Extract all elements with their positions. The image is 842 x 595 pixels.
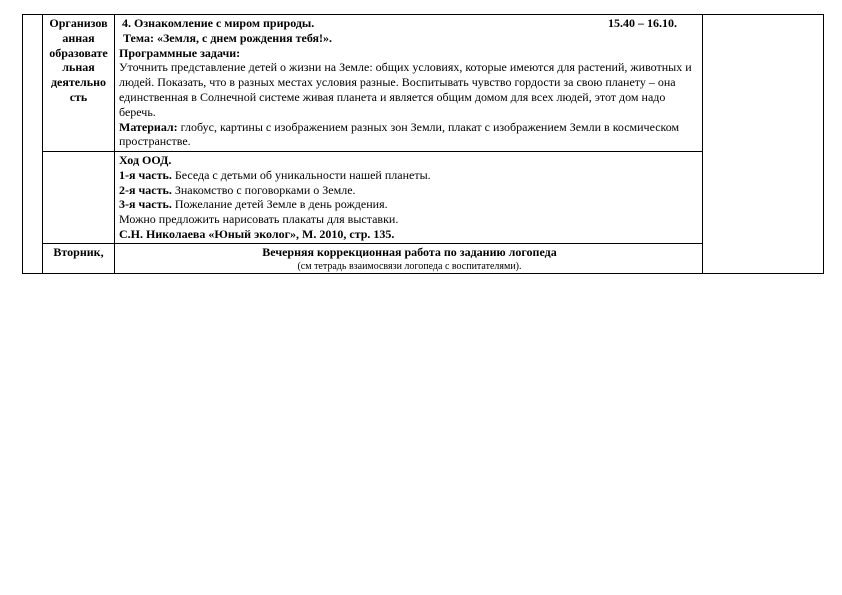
section-label-line: анная <box>62 30 95 45</box>
materials-text: глобус, картины с изображением разных зон Земли, плакат с изображением Земли в космическом пространстве. <box>119 119 680 149</box>
activity-row <box>23 15 824 152</box>
objectives-heading: Программные задачи: <box>119 45 241 60</box>
topic-title: «Земля, с днем рождения тебя!». <box>156 30 333 45</box>
step-text: Пожелание детей Земле в день рождения. <box>174 197 388 212</box>
procedure-reference: С.Н. Николаева «Юный эколог», М. 2010, стр. 135. <box>119 226 395 241</box>
section-label-cell <box>43 15 115 152</box>
section-label-line: сть <box>69 89 88 104</box>
topic-line <box>119 31 700 46</box>
procedure-heading: Ход ООД. <box>119 153 172 167</box>
step-label: 1-я часть. <box>119 167 172 182</box>
step-label: 2-я часть. <box>119 182 172 197</box>
section-label-line: Организов <box>49 16 108 30</box>
procedure-step <box>119 183 700 198</box>
activity-content-cell <box>115 15 703 152</box>
step-text: Беседа с детьми об уникальности нашей планеты. <box>174 167 431 182</box>
evening-title: Вечерняя коррекционная работа по заданию логопеда <box>262 245 557 259</box>
materials-label: Материал: <box>119 119 178 134</box>
day-label: Вторник, <box>43 244 115 274</box>
objectives-text: Уточнить представление детей о жизни на Земле: общих условиях, которые имеются для растений, животных и людей. Показать, что в разных местах условия разные. Воспитывать чувство гордости за свою планету – она единственная в Солнечной системе живая планета и является общим домом для всех людей, этот дом надо беречь. <box>119 60 692 119</box>
materials-line <box>119 120 700 150</box>
topic-label: Тема: <box>123 30 154 45</box>
step-label: 3-я часть. <box>119 197 172 212</box>
step-text: Знакомство с поговорками о Земле. <box>174 182 356 197</box>
lesson-title-line <box>119 16 700 31</box>
procedure-step <box>119 168 700 183</box>
lesson-title: 4. Ознакомление с миром природы. <box>122 16 315 30</box>
evening-content-cell <box>115 244 703 274</box>
section-label-line: образовате <box>49 45 108 60</box>
lesson-plan-table <box>22 14 824 274</box>
procedure-content-cell <box>115 152 703 244</box>
evening-note: (см тетрадь взаимосвязи логопеда с воспитателями). <box>297 260 522 272</box>
section-label-line: льная <box>62 60 95 75</box>
right-notes-cell <box>703 15 824 274</box>
lesson-time: 15.40 – 16.10. <box>608 16 677 30</box>
left-margin-cell <box>23 15 43 274</box>
procedure-step <box>119 197 700 212</box>
section-label-line: деятельно <box>50 75 107 90</box>
procedure-label-cell <box>43 152 115 244</box>
procedure-note: Можно предложить нарисовать плакаты для выставки. <box>119 212 399 227</box>
